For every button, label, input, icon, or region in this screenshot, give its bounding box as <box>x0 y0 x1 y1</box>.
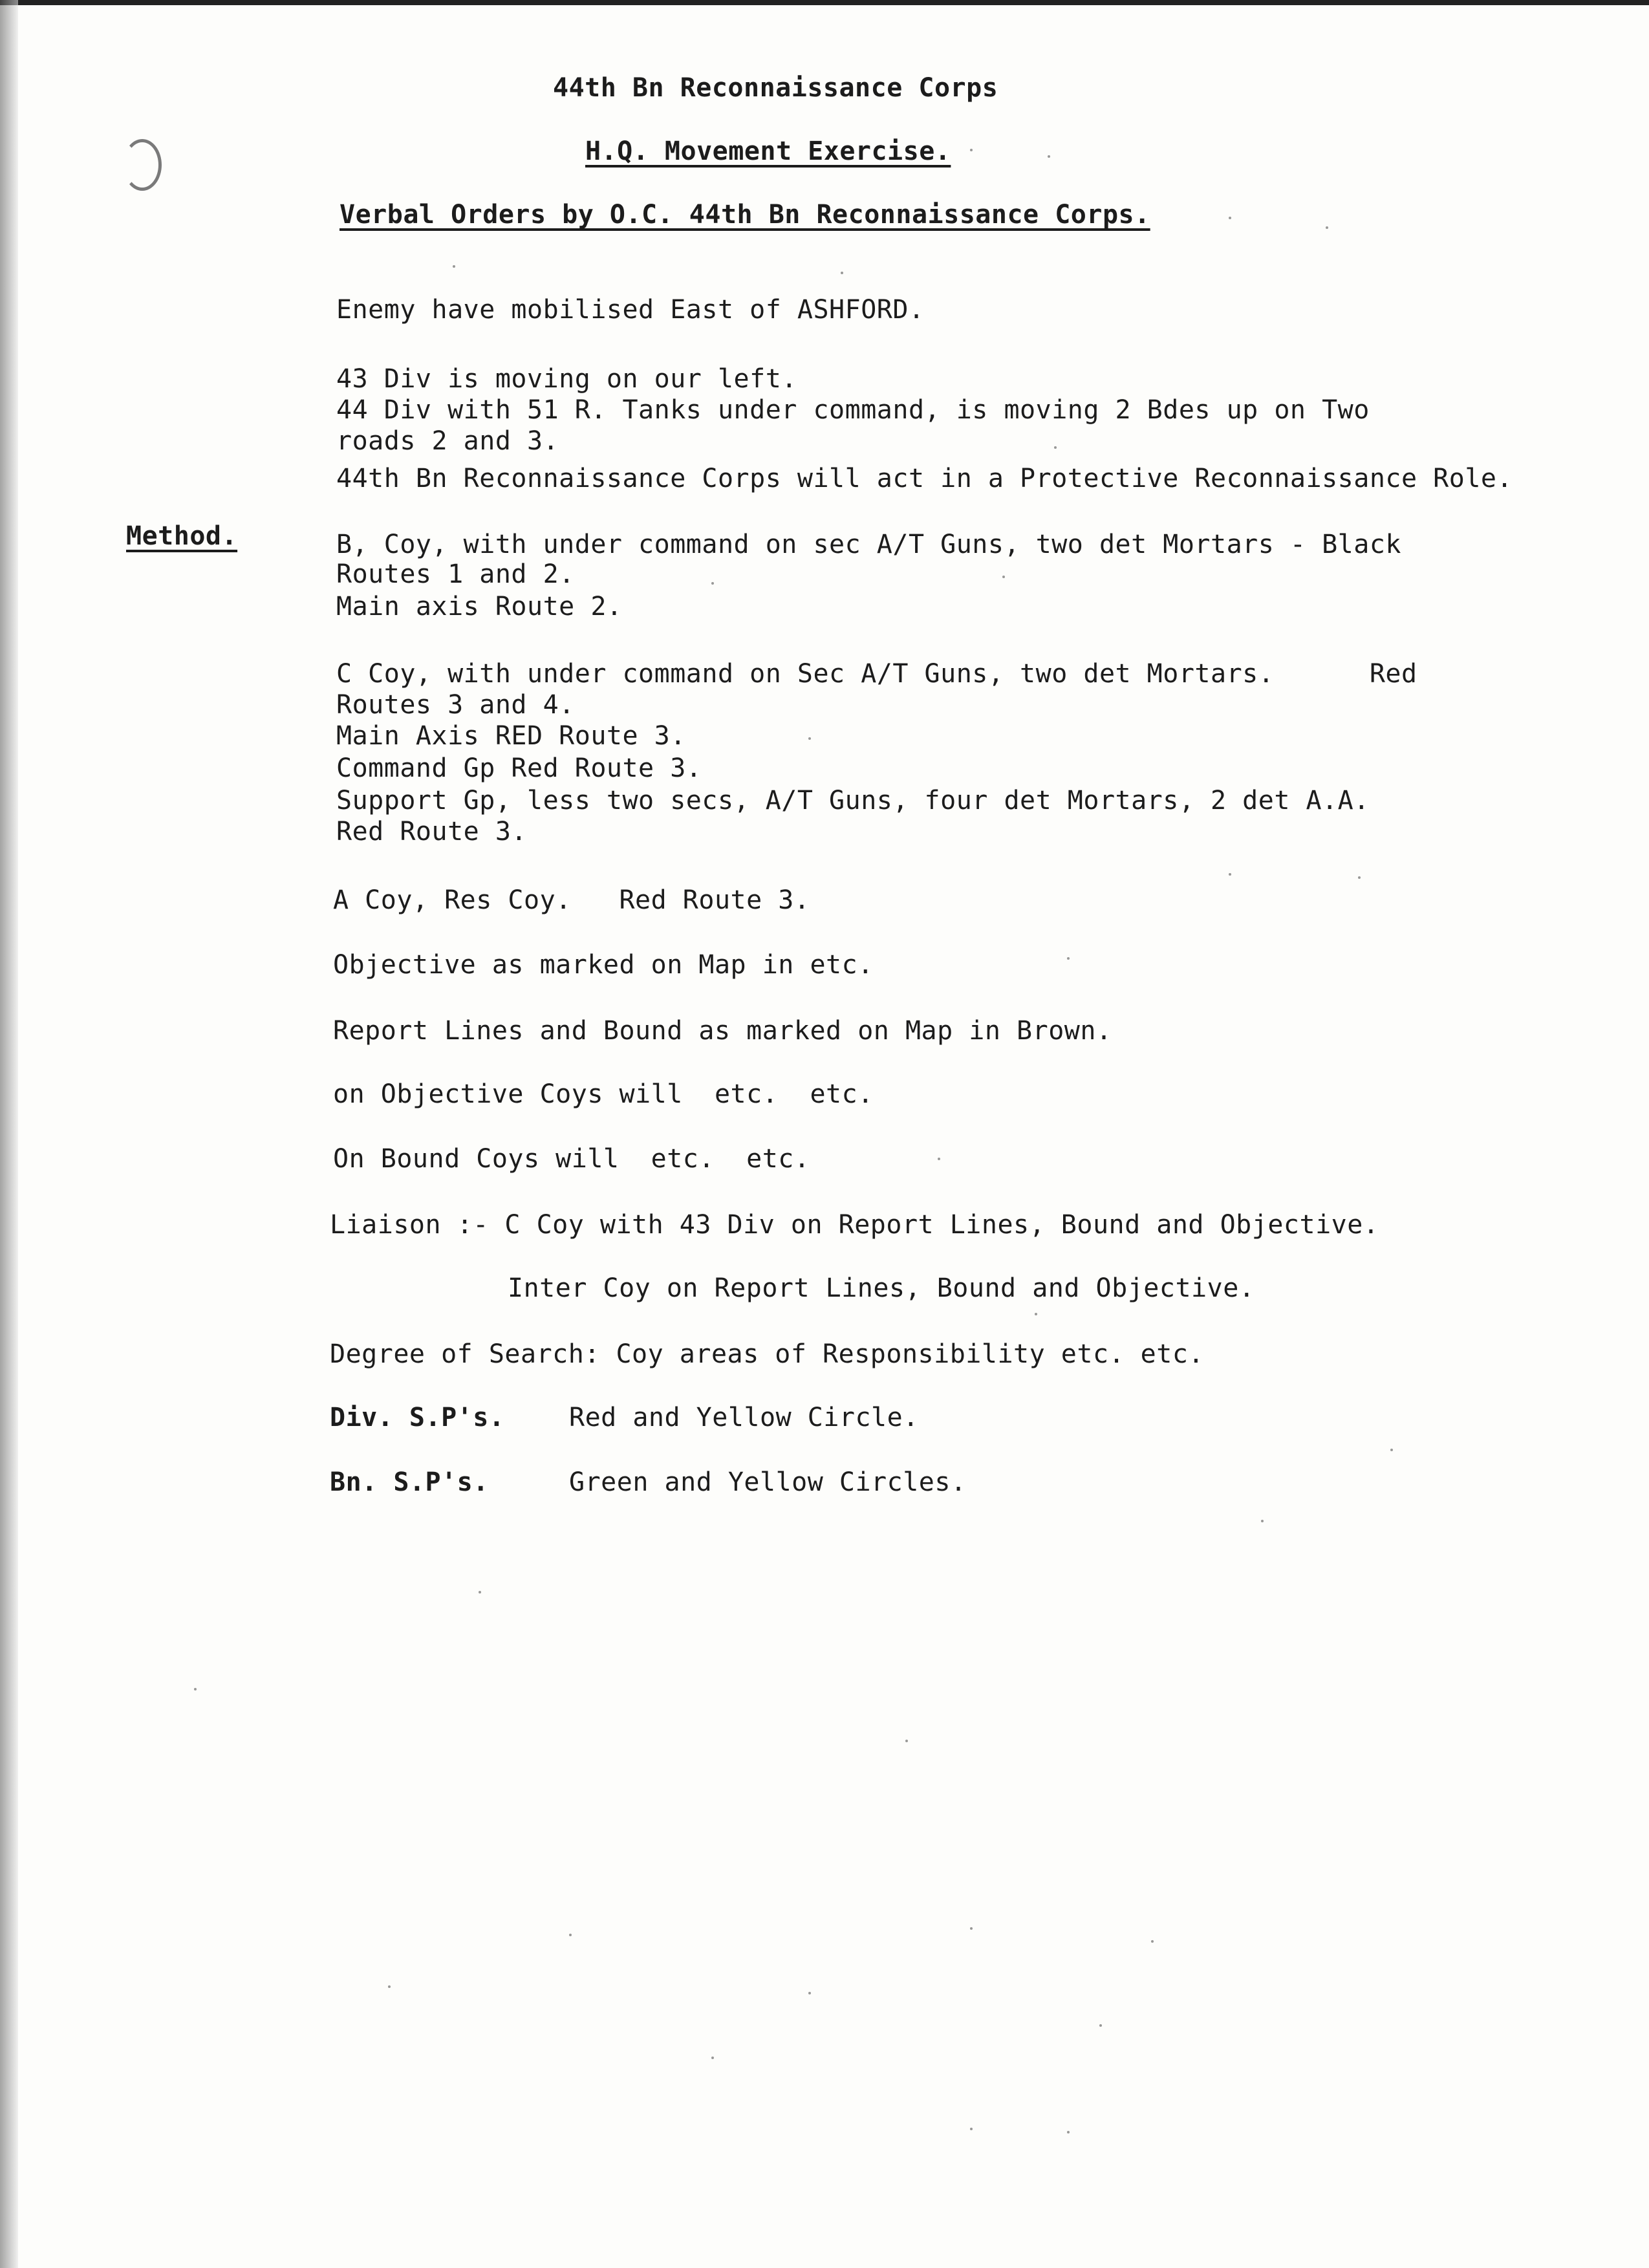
scan-speck <box>1229 217 1231 219</box>
situation-line-5: 44th Bn Reconnaissance Corps will act in a Protective Reconnaissance Role. <box>336 464 1513 493</box>
scan-speck <box>808 1992 811 1994</box>
degree-of-search-line: Degree of Search: Coy areas of Responsibility etc. etc. <box>330 1339 1205 1369</box>
scan-speck <box>1099 2024 1102 2027</box>
scan-speck <box>711 2057 714 2059</box>
page-top-edge <box>0 0 1649 5</box>
scan-speck <box>1067 2131 1070 2133</box>
orders-heading: Verbal Orders by O.C. 44th Bn Reconnaissance Corps. <box>339 200 1150 230</box>
situation-line-2: 43 Div is moving on our left. <box>336 364 797 394</box>
scan-speck <box>1229 873 1231 876</box>
div-sp-label: Div. S.P's. <box>330 1403 505 1432</box>
scan-speck <box>1326 226 1328 229</box>
scan-speck <box>841 272 843 274</box>
c-coy-line-4: Command Gp Red Route 3. <box>336 753 702 783</box>
scan-speck <box>808 737 811 740</box>
method-label: Method. <box>126 521 238 551</box>
c-coy-line-3: Main Axis RED Route 3. <box>336 721 686 751</box>
document-subtitle: H.Q. Movement Exercise. <box>585 136 951 166</box>
b-coy-line-1: B, Coy, with under command on sec A/T Guns, two det Mortars - Black <box>336 530 1401 559</box>
scan-speck <box>1054 446 1057 449</box>
scan-speck <box>938 1158 940 1160</box>
situation-line-1: Enemy have mobilised East of ASHFORD. <box>336 295 925 325</box>
scan-speck <box>711 582 714 585</box>
report-lines-line: Report Lines and Bound as marked on Map in Brown. <box>333 1016 1112 1046</box>
scan-speck <box>1067 957 1070 960</box>
on-objective-line: on Objective Coys will etc. etc. <box>333 1079 874 1109</box>
objective-line: Objective as marked on Map in etc. <box>333 950 874 980</box>
document-title: 44th Bn Reconnaissance Corps <box>553 73 998 103</box>
scan-speck <box>479 1591 481 1593</box>
bn-sp-label: Bn. S.P's. <box>330 1467 489 1497</box>
scan-speck <box>453 265 455 268</box>
c-coy-line-5: Support Gp, less two secs, A/T Guns, four det Mortars, 2 det A.A. <box>336 786 1370 815</box>
scan-speck <box>970 149 973 151</box>
on-bound-line: On Bound Coys will etc. etc. <box>333 1144 810 1174</box>
liaison-line: Liaison :- C Coy with 43 Div on Report Lines, Bound and Objective. <box>330 1210 1379 1240</box>
bn-sp-value: Green and Yellow Circles. <box>569 1467 967 1497</box>
scan-speck <box>194 1688 197 1690</box>
scan-speck <box>1048 155 1050 158</box>
scan-speck <box>970 2128 973 2130</box>
scan-speck <box>1151 1940 1154 1943</box>
c-coy-line-2: Routes 3 and 4. <box>336 690 575 720</box>
scan-speck <box>1002 576 1005 578</box>
page-left-edge <box>0 0 18 2268</box>
c-coy-line-6: Red Route 3. <box>336 817 527 847</box>
scan-speck <box>1035 1313 1037 1315</box>
scan-speck <box>1390 1449 1393 1451</box>
scan-speck <box>388 1985 391 1988</box>
b-coy-line-3: Main axis Route 2. <box>336 592 623 621</box>
situation-line-4: roads 2 and 3. <box>336 426 559 456</box>
scan-speck <box>905 1740 908 1742</box>
div-sp-value: Red and Yellow Circle. <box>569 1403 919 1432</box>
scan-speck <box>569 1934 572 1936</box>
situation-line-3: 44 Div with 51 R. Tanks under command, is moving 2 Bdes up on Two <box>336 395 1370 425</box>
punch-hole-mark <box>123 139 162 191</box>
inter-coy-line: Inter Coy on Report Lines, Bound and Objective. <box>508 1273 1255 1303</box>
scan-speck <box>970 1927 973 1930</box>
c-coy-line-1: C Coy, with under command on Sec A/T Guns, two det Mortars. Red <box>336 659 1417 689</box>
a-coy-line: A Coy, Res Coy. Red Route 3. <box>333 885 810 915</box>
scan-speck <box>1261 1520 1264 1522</box>
scan-speck <box>1358 876 1361 879</box>
b-coy-line-2: Routes 1 and 2. <box>336 559 575 589</box>
